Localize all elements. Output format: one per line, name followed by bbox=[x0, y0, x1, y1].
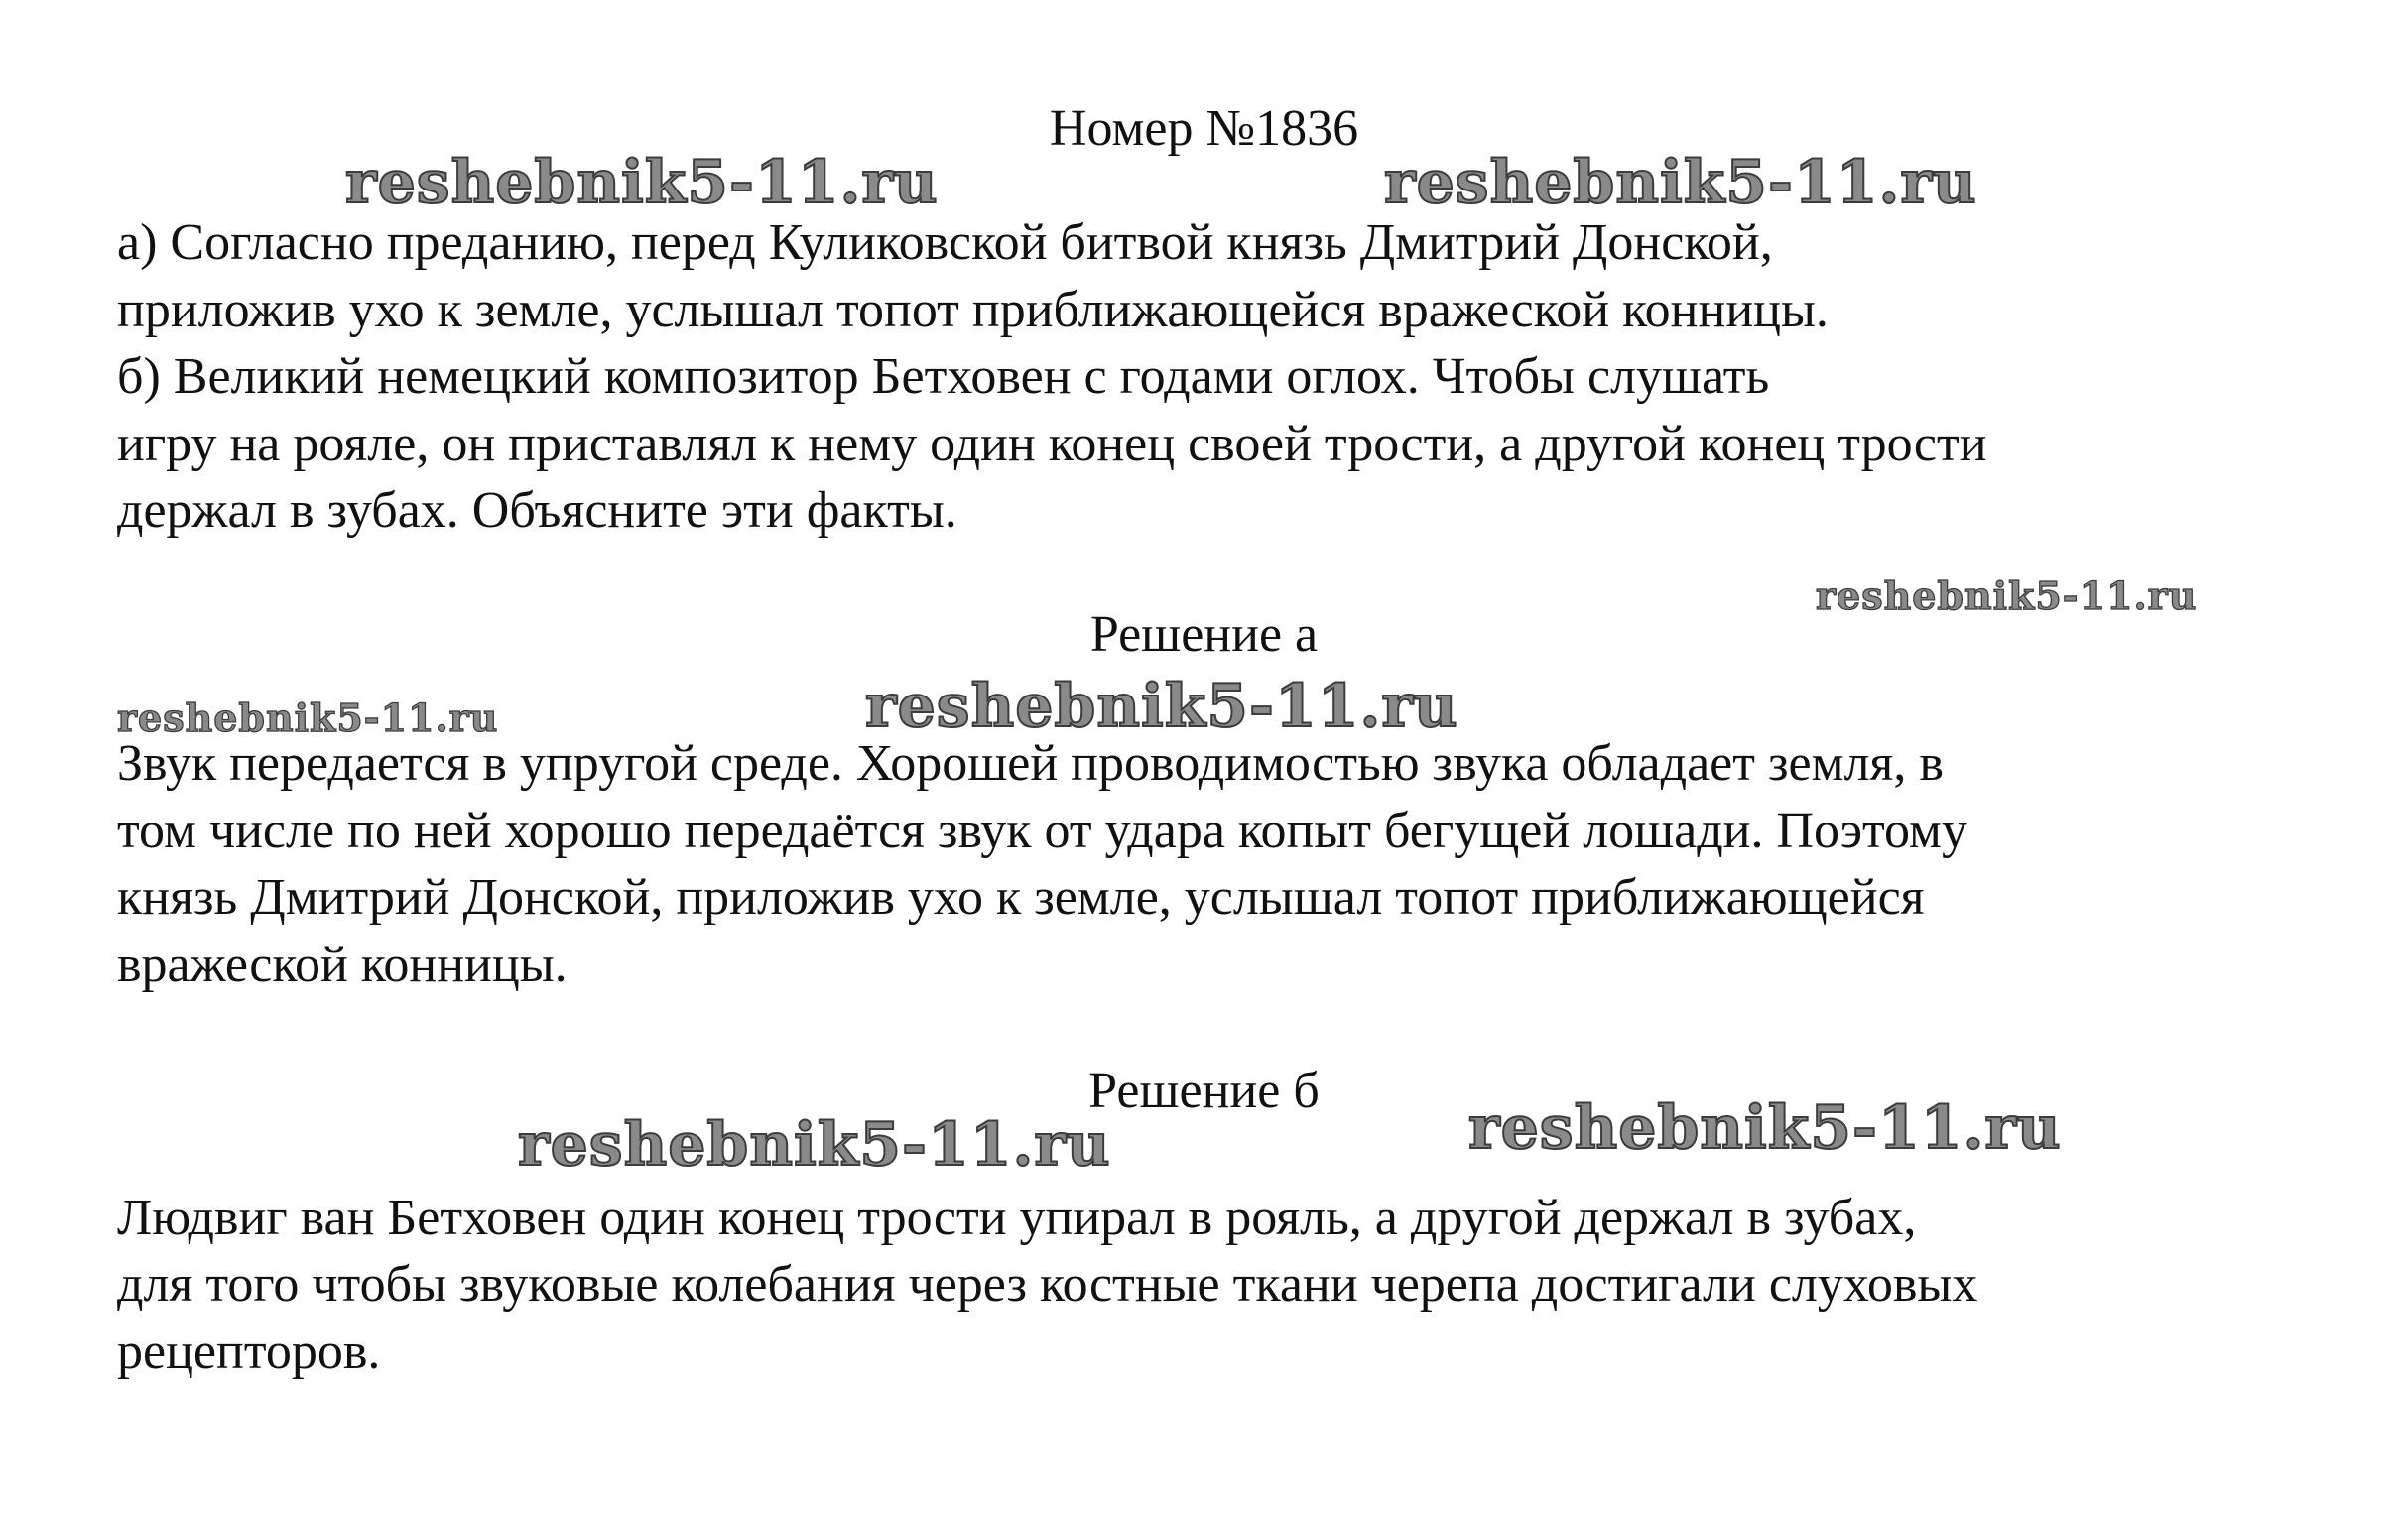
watermark: reshebnik5-11.ru bbox=[1468, 1093, 2062, 1163]
solution-a-heading: Решение а bbox=[1089, 606, 1319, 663]
solution-a-line: том числе по ней хорошо передаётся звук от удара копыт бегущей лошади. Поэтому bbox=[117, 803, 1967, 859]
page-title: Номер №1836 bbox=[1049, 100, 1359, 157]
solution-b-line: рецепторов. bbox=[117, 1324, 381, 1380]
watermark: reshebnik5-11.ru bbox=[518, 1110, 1111, 1180]
problem-line: б) Великий немецкий композитор Бетховен с годами оглох. Чтобы слушать bbox=[117, 348, 1770, 405]
watermark: reshebnik5-11.ru bbox=[1384, 148, 1977, 217]
solution-b-heading: Решение б bbox=[1088, 1063, 1320, 1119]
watermark: reshebnik5-11.ru bbox=[865, 672, 1458, 741]
problem-line: игру на рояле, он приставлял к нему один конец своей трости, а другой конец трости bbox=[117, 416, 1987, 472]
watermark: reshebnik5-11.ru bbox=[1816, 573, 2198, 618]
watermark: reshebnik5-11.ru bbox=[345, 148, 939, 217]
solution-b-line: Людвиг ван Бетховен один конец трости упирал в рояль, а другой держал в зубах, bbox=[117, 1190, 1917, 1246]
solution-a-line: князь Дмитрий Донской, приложив ухо к земле, услышал топот приближающейся bbox=[117, 869, 1925, 926]
problem-line: а) Согласно преданию, перед Куликовской битвой князь Дмитрий Донской, bbox=[117, 214, 1773, 271]
watermark: reshebnik5-11.ru bbox=[117, 696, 499, 740]
problem-line: приложив ухо к земле, услышал топот приближающейся вражеской конницы. bbox=[117, 282, 1829, 338]
solution-a-line: Звук передается в упругой среде. Хорошей проводимостью звука обладает земля, в bbox=[117, 735, 1944, 792]
problem-line: держал в зубах. Объясните эти факты. bbox=[117, 482, 957, 539]
solution-a-line: вражеской конницы. bbox=[117, 937, 568, 993]
solution-b-line: для того чтобы звуковые колебания через костные ткани черепа достигали слуховых bbox=[117, 1256, 1978, 1313]
